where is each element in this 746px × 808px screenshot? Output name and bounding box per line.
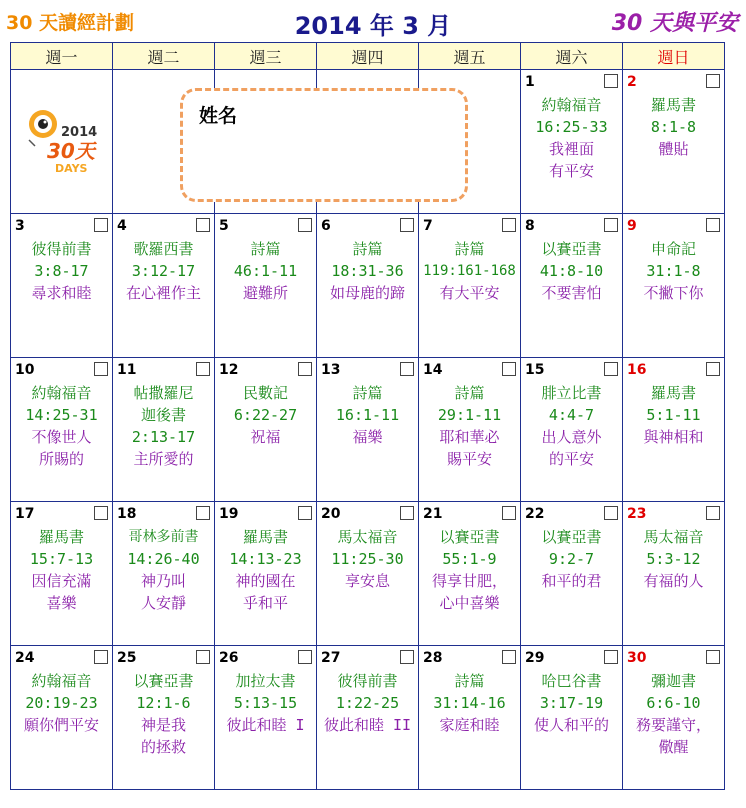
done-checkbox[interactable] [400,218,414,232]
day-cell-11 [113,358,215,502]
day-cell-22 [521,502,623,646]
day-number: 14 [423,362,443,378]
reading-ref: 18:31-36 [331,262,404,280]
reading-book: 詩篇 [352,240,383,258]
reading-theme: 使人和平的 [533,716,609,734]
day-number: 21 [423,506,443,522]
weekday-wed: 週三 [215,43,317,70]
reading-book: 腓立比書 [541,384,602,402]
reading-theme: 心中喜樂 [439,594,500,612]
day-cell-25 [113,646,215,790]
reading-theme: 不像世人 [31,428,92,446]
done-checkbox[interactable] [502,506,516,520]
reading-theme: 享安息 [344,572,390,590]
day-number: 23 [627,506,647,522]
reading-ref: 5:13-15 [233,694,298,712]
reading-theme: 人安靜 [140,594,186,612]
day-cell-1 [521,70,623,214]
reading-theme: 有福的人 [643,572,704,590]
day-number: 28 [423,650,443,666]
reading-book: 彼得前書 [337,672,398,690]
reading-book: 以賽亞書 [541,528,602,546]
logo-cell [11,70,113,214]
reading-theme: 有平安 [548,162,594,180]
reading-ref: 15:7-13 [29,550,94,568]
reading-ref: 6:6-10 [646,694,701,712]
reading-ref: 11:25-30 [331,550,404,568]
reading-theme: 務要謹守， [635,716,711,734]
day-cell-26 [215,646,317,790]
done-checkbox[interactable] [298,218,312,232]
reading-ref: 5:1-11 [646,406,701,424]
done-checkbox[interactable] [94,218,108,232]
done-checkbox[interactable] [706,650,720,664]
done-checkbox[interactable] [196,362,210,376]
reading-ref: 14:13-23 [229,550,302,568]
day-cell-28 [419,646,521,790]
reading-ref: 4:4-7 [548,406,595,424]
day-cell-27 [317,646,419,790]
reading-ref: 3:17-19 [539,694,604,712]
done-checkbox[interactable] [400,650,414,664]
done-checkbox[interactable] [604,74,618,88]
day-cell-23 [623,502,725,646]
reading-theme: 得享甘肥， [431,572,507,590]
day-number: 29 [525,650,545,666]
reading-theme: 家庭和睦 [439,716,500,734]
day-number: 13 [321,362,341,378]
day-cell-29 [521,646,623,790]
reading-theme: 祝福 [250,428,281,446]
reading-ref: 31:1-8 [646,262,701,280]
weekday-thu: 週四 [317,43,419,70]
done-checkbox[interactable] [400,506,414,520]
done-checkbox[interactable] [94,650,108,664]
reading-ref: 5:3-12 [646,550,701,568]
reading-theme: 尋求和睦 [31,284,92,302]
day-number: 12 [219,362,239,378]
theme-title: 30 天與平安 [611,11,738,36]
day-cell-10 [11,358,113,502]
reading-ref: 3:12-17 [131,262,196,280]
reading-theme: 主所愛的 [133,450,194,468]
reading-book: 羅馬書 [650,384,696,402]
done-checkbox[interactable] [298,362,312,376]
reading-book: 馬太福音 [643,528,704,546]
day-cell-20 [317,502,419,646]
reading-theme: 體貼 [658,140,689,158]
done-checkbox[interactable] [94,362,108,376]
day-cell-30 [623,646,725,790]
reading-ref: 2:13-17 [131,428,196,446]
reading-book: 約翰福音 [31,384,92,402]
reading-ref: 9:2-7 [548,550,595,568]
reading-ref: 41:8-10 [539,262,604,280]
day-number: 3 [15,218,25,234]
plan-title: 30 天讀經計劃 [6,12,135,34]
reading-theme: 乎和平 [242,594,288,612]
reading-book: 馬太福音 [337,528,398,546]
reading-ref: 119:161-168 [423,263,516,279]
reading-theme: 所賜的 [38,450,84,468]
done-checkbox[interactable] [706,506,720,520]
weekday-sat: 週六 [521,43,623,70]
reading-theme: 彼此和睦 I [226,716,305,734]
day-number: 6 [321,218,331,234]
reading-theme: 喜樂 [46,594,77,612]
day-number: 15 [525,362,545,378]
reading-ref: 12:1-6 [136,694,191,712]
weekday-header-row [11,43,725,70]
reading-book: 詩篇 [250,240,281,258]
done-checkbox[interactable] [400,362,414,376]
day-number: 24 [15,650,35,666]
reading-book: 申命記 [650,240,696,258]
done-checkbox[interactable] [604,218,618,232]
day-number: 5 [219,218,229,234]
day-cell-16 [623,358,725,502]
reading-book: 約翰福音 [31,672,92,690]
reading-ref: 14:26-40 [127,550,200,568]
reading-book: 加拉太書 [235,672,296,690]
done-checkbox[interactable] [706,74,720,88]
reading-ref: 8:1-8 [650,118,697,136]
name-field[interactable] [180,88,468,202]
reading-book: 彌迦書 [650,672,696,690]
done-checkbox[interactable] [298,650,312,664]
reading-theme: 耶和華必 [439,428,500,446]
reading-book-cont: 迦後書 [140,406,186,424]
weekday-tue: 週二 [113,43,215,70]
day-number: 20 [321,506,341,522]
day-cell-24 [11,646,113,790]
reading-theme: 不撇下你 [643,284,704,302]
reading-theme: 神乃叫 [140,572,186,590]
reading-theme: 願你們平安 [23,716,99,734]
reading-book: 哥林多前書 [128,529,199,545]
day-number: 9 [627,218,637,234]
reading-theme: 的拯救 [140,738,186,756]
day-number: 16 [627,362,647,378]
reading-theme: 福樂 [352,428,383,446]
done-checkbox[interactable] [196,506,210,520]
reading-theme: 如母鹿的蹄 [329,284,405,302]
30-days-logo [21,106,111,176]
reading-ref: 46:1-11 [233,262,298,280]
reading-book: 羅馬書 [242,528,288,546]
done-checkbox[interactable] [604,650,618,664]
reading-theme: 我裡面 [548,140,594,158]
reading-book: 詩篇 [454,240,485,258]
day-number: 19 [219,506,239,522]
day-number: 10 [15,362,35,378]
reading-theme: 儆醒 [658,738,689,756]
day-number: 26 [219,650,239,666]
reading-theme: 神的國在 [235,572,296,590]
reading-ref: 31:14-16 [433,694,506,712]
reading-ref: 55:1-9 [442,550,497,568]
done-checkbox[interactable] [706,362,720,376]
reading-ref: 20:19-23 [25,694,98,712]
done-checkbox[interactable] [298,506,312,520]
day-number: 17 [15,506,35,522]
day-cell-19 [215,502,317,646]
reading-book: 羅馬書 [650,96,696,114]
logo-30-days: 30天 [47,139,95,163]
reading-book: 歌羅西書 [133,240,194,258]
reading-ref: 3:8-17 [34,262,89,280]
done-checkbox[interactable] [604,362,618,376]
month-title: 2014 年 3 月 [294,12,452,40]
reading-book: 詩篇 [454,672,485,690]
done-checkbox[interactable] [196,650,210,664]
day-number: 4 [117,218,127,234]
day-number: 7 [423,218,433,234]
weekday-mon: 週一 [11,43,113,70]
day-number: 18 [117,506,137,522]
day-number: 25 [117,650,137,666]
day-cell-17 [11,502,113,646]
reading-theme: 和平的君 [541,572,602,590]
reading-theme: 在心裡作主 [125,284,201,302]
reading-book: 哈巴谷書 [541,672,602,690]
reading-theme: 出人意外 [541,428,602,446]
day-cell-4 [113,214,215,358]
reading-book: 約翰福音 [541,96,602,114]
reading-theme: 賜平安 [446,450,492,468]
day-cell-8 [521,214,623,358]
day-cell-14 [419,358,521,502]
reading-book: 以賽亞書 [133,672,194,690]
day-number: 8 [525,218,535,234]
logo-days-word: DAYS [55,162,88,175]
done-checkbox[interactable] [94,506,108,520]
day-cell-9 [623,214,725,358]
day-cell-3 [11,214,113,358]
reading-theme: 不要害怕 [541,284,602,302]
name-label: 姓名 [199,105,238,127]
reading-ref: 6:22-27 [233,406,298,424]
reading-ref: 29:1-11 [437,406,502,424]
done-checkbox[interactable] [502,650,516,664]
weekday-fri: 週五 [419,43,521,70]
day-number: 22 [525,506,545,522]
day-cell-21 [419,502,521,646]
day-cell-15 [521,358,623,502]
reading-ref: 16:1-11 [335,406,400,424]
reading-ref: 14:25-31 [25,406,98,424]
reading-book: 以賽亞書 [541,240,602,258]
done-checkbox[interactable] [502,362,516,376]
day-number: 11 [117,362,137,378]
done-checkbox[interactable] [706,218,720,232]
day-number: 30 [627,650,647,666]
done-checkbox[interactable] [604,506,618,520]
reading-book: 帖撒羅尼 [133,384,194,402]
reading-theme: 避難所 [242,284,288,302]
day-cell-13 [317,358,419,502]
reading-ref: 16:25-33 [535,118,608,136]
day-cell-7 [419,214,521,358]
done-checkbox[interactable] [502,218,516,232]
logo-year: 2014 [61,125,98,140]
day-cell-2 [623,70,725,214]
day-number: 27 [321,650,341,666]
weekday-sun: 週日 [623,43,725,70]
reading-book: 詩篇 [352,384,383,402]
reading-ref: 1:22-25 [335,694,400,712]
day-cell-5 [215,214,317,358]
day-number: 1 [525,74,535,90]
reading-theme: 因信充滿 [31,572,92,590]
reading-theme: 與神相和 [643,428,704,446]
day-cell-18 [113,502,215,646]
reading-theme: 有大平安 [439,284,500,302]
day-number: 2 [627,74,637,90]
day-cell-12 [215,358,317,502]
done-checkbox[interactable] [196,218,210,232]
reading-theme: 的平安 [548,450,594,468]
reading-theme: 彼此和睦 II [323,716,412,734]
reading-theme: 神是我 [140,716,186,734]
reading-book: 彼得前書 [31,240,92,258]
reading-book: 民數記 [242,384,288,402]
reading-book: 羅馬書 [38,528,84,546]
reading-book: 以賽亞書 [439,528,500,546]
day-cell-6 [317,214,419,358]
reading-book: 詩篇 [454,384,485,402]
